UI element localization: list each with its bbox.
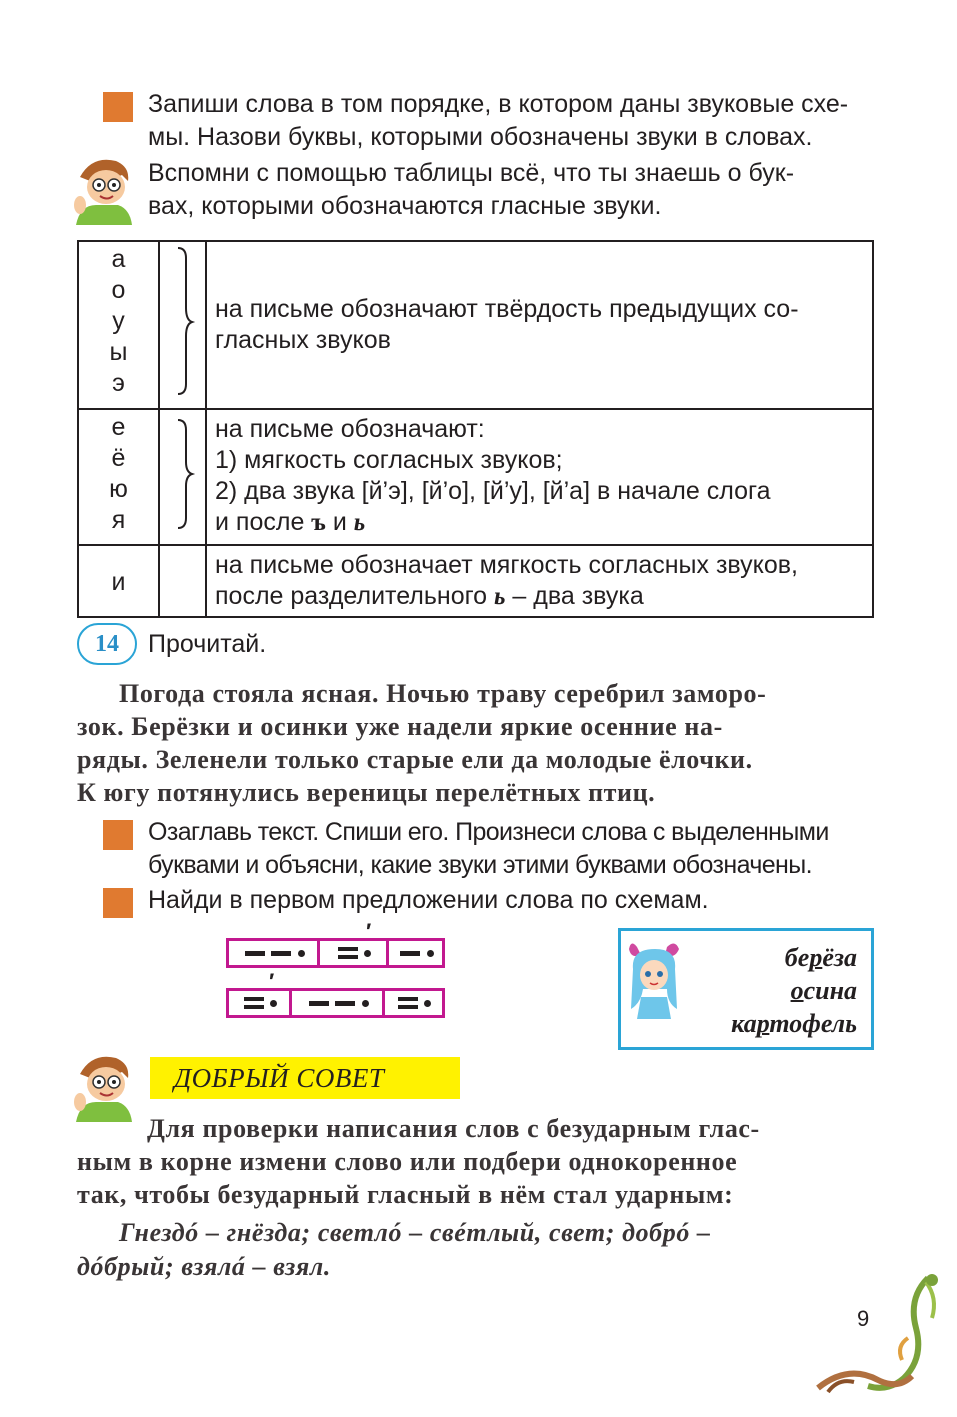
advice-text: Для проверки написания слов с безударным глас- ным в корне измени слово или подбери однокоренное так, чтобы безударный гласный в нём стал ударным: xyxy=(77,1114,760,1209)
syllable-cell xyxy=(389,941,442,965)
description-cell: на письме обозначают: 1) мягкость согласных звуков; 2) два звука [й’э], [й’о], [й’у], [й’а] в начале слога и после ъ и ь xyxy=(206,409,873,545)
syllable-cell: ′ xyxy=(320,941,389,965)
reading-text: Погода стояла ясная. Ночью траву серебрил заморо- зок. Берёзки и осинки уже надели яркие осенние на- ряды. Зеленели только старые ели да молодые ёлочки. К югу потянулись вереницы перелётных птиц. xyxy=(77,679,767,807)
syllable-cell xyxy=(385,991,442,1015)
advice-examples: Гнездó – гнёзда; светлó – свéтлый, свет; добрó – дóбрый; взялá – взял. xyxy=(77,1218,711,1281)
vowel-table xyxy=(77,240,874,618)
description-cell: на письме обозначает мягкость согласных звуков, после разделительного ь – два звука xyxy=(206,545,873,617)
letters-cell: е ё ю я xyxy=(78,409,159,545)
task-1-text: Запиши слова в том порядке, в котором даны звуковые схе- мы. Назови буквы, которыми обозначены звуки в словах. xyxy=(148,90,849,151)
table-row xyxy=(78,409,873,545)
brace-cell xyxy=(159,241,206,409)
syllable-cell xyxy=(292,991,385,1015)
sound-schema-2 xyxy=(226,969,445,1018)
table-row xyxy=(78,241,873,409)
brace-cell xyxy=(159,409,206,545)
brace-icon xyxy=(160,242,205,400)
vocab-word: берёза xyxy=(784,943,857,972)
exercise-number-badge: 14 xyxy=(77,623,137,665)
ornament-icon xyxy=(808,1268,948,1398)
vocab-word: картофель xyxy=(731,1009,857,1038)
advice-banner: ДОБРЫЙ СОВЕТ xyxy=(150,1057,460,1099)
task-3-text: Найди в первом предложении слова по схемам. xyxy=(148,886,709,914)
description-cell: на письме обозначают твёрдость предыдущих со- гласных звуков xyxy=(206,241,873,409)
letters-cell: и xyxy=(78,545,159,617)
orange-square-icon xyxy=(103,888,133,918)
boy-mascot-icon xyxy=(72,155,138,225)
vocabulary-words xyxy=(731,941,857,1040)
syllable-cell xyxy=(229,941,320,965)
letters-cell: а о у ы э xyxy=(78,241,159,409)
sound-schema-1 xyxy=(226,919,445,968)
hint-1-text: Вспомни с помощью таблицы всё, что ты знаешь о бук- вах, которыми обозначаются гласные звуки. xyxy=(148,159,795,220)
page-number: 9 xyxy=(857,1306,870,1331)
exercise-instruction: Прочитай. xyxy=(148,630,267,658)
orange-square-icon xyxy=(103,820,133,850)
vocabulary-box xyxy=(618,928,874,1050)
brace-cell xyxy=(159,545,206,617)
orange-square-icon xyxy=(103,92,133,122)
vocab-word: осина xyxy=(790,976,857,1005)
girl-mascot-icon xyxy=(627,939,683,1019)
task-2-text: Озаглавь текст. Спиши его. Произнеси слова с выделенными буквами и объясни, какие звуки этими буквами обозначены. xyxy=(148,818,829,879)
syllable-cell: ′ xyxy=(229,991,292,1015)
brace-icon xyxy=(160,410,205,536)
table-row xyxy=(78,545,873,617)
